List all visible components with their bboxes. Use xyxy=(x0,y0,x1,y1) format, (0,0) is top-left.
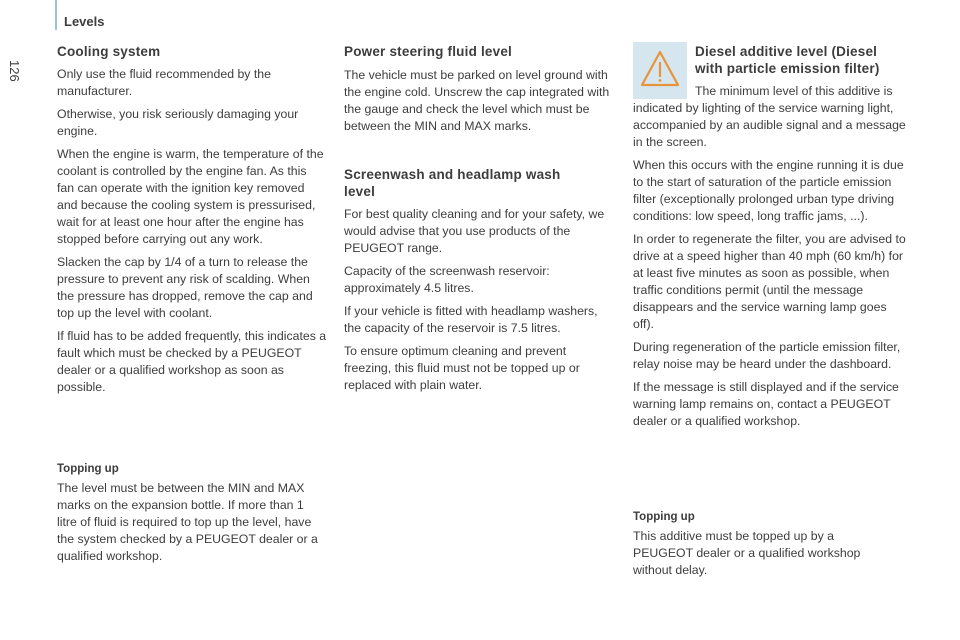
screenwash-paragraph: If your vehicle is fitted with headlamp washers, the capacity of the reservoir is 7.5 litres. xyxy=(344,304,598,335)
diesel-paragraph: In order to regenerate the filter, you are advised to drive at a speed higher than 40 mph (60 km/h) for at least five minutes as soon as possible, when traffic conditions permit (until the message disappears and the service warning lamp goes off). xyxy=(633,232,906,331)
cooling-paragraph: When the engine is warm, the temperature of the coolant is controlled by the engine fan. As this fan can operate with the ignition key removed and because the cooling system is pressurised, wait for at least one hour after the engine has stopped before carrying out any work. xyxy=(57,147,324,246)
cooling-body xyxy=(57,66,327,402)
cooling-title: Cooling system xyxy=(57,44,161,59)
cooling-paragraph: Only use the fluid recommended by the manufacturer. xyxy=(57,67,271,98)
diesel-first-paragraph: The minimum level of this additive is indicated by lighting of the service warning light, accompanied by an audible signal and a message in the screen. xyxy=(633,84,906,149)
screenwash-title: Screenwash and headlamp wash level xyxy=(344,167,561,199)
section-accent-bar xyxy=(55,0,57,30)
diesel-title: Diesel additive level (Diesel with particle emission filter) xyxy=(695,44,880,76)
section-header: Levels xyxy=(64,14,105,29)
diesel-paragraph: If the message is still displayed and if the service warning lamp remains on, contact a PEUGEOT dealer or a qualified workshop. xyxy=(633,380,899,428)
cooling-paragraph: Otherwise, you risk seriously damaging your engine. xyxy=(57,107,299,138)
steering-title: Power steering fluid level xyxy=(344,44,512,59)
diesel-topping-text: This additive must be topped up by a PEUGEOT dealer or a qualified workshop without delay. xyxy=(633,529,861,577)
screenwash-paragraph: Capacity of the screenwash reservoir: approximately 4.5 litres. xyxy=(344,264,550,295)
screenwash-paragraph: For best quality cleaning and for your safety, we would advise that you use products of the PEUGEOT range. xyxy=(344,207,605,255)
cooling-paragraph: Slacken the cap by 1/4 of a turn to release the pressure to prevent any risk of scalding. When the pressure has dropped, remove the cap and top up the level with coolant. xyxy=(57,255,313,320)
cooling-topping-title: Topping up xyxy=(57,463,119,475)
cooling-paragraph: If fluid has to be added frequently, this indicates a fault which must be checked by a PEUGEOT dealer or a qualified workshop as soon as possible. xyxy=(57,329,327,394)
diesel-body xyxy=(633,83,908,436)
diesel-topping-title: Topping up xyxy=(633,511,695,523)
cooling-topping-text: The level must be between the MIN and MAX marks on the expansion bottle. If more than 1 litre of fluid is required to top up the level, have the system checked by a PEUGEOT dealer or a qualified workshop. xyxy=(57,481,318,563)
steering-text: The vehicle must be parked on level ground with the engine cold. Unscrew the cap integrated with the gauge and check the level which must be between the MIN and MAX marks. xyxy=(344,68,610,133)
diesel-paragraph: When this occurs with the engine running it is due to the start of saturation of the particle emission filter (exceptionally prolonged urban type driving conditions: low speed, long traffic jams, ...). xyxy=(633,158,904,223)
screenwash-body xyxy=(344,206,616,400)
diesel-paragraph: During regeneration of the particle emission filter, relay noise may be heard under the dashboard. xyxy=(633,340,901,371)
page-number: 126 xyxy=(7,60,22,82)
screenwash-paragraph: To ensure optimum cleaning and prevent freezing, this fluid must not be topped up or replaced with plain water. xyxy=(344,344,580,392)
